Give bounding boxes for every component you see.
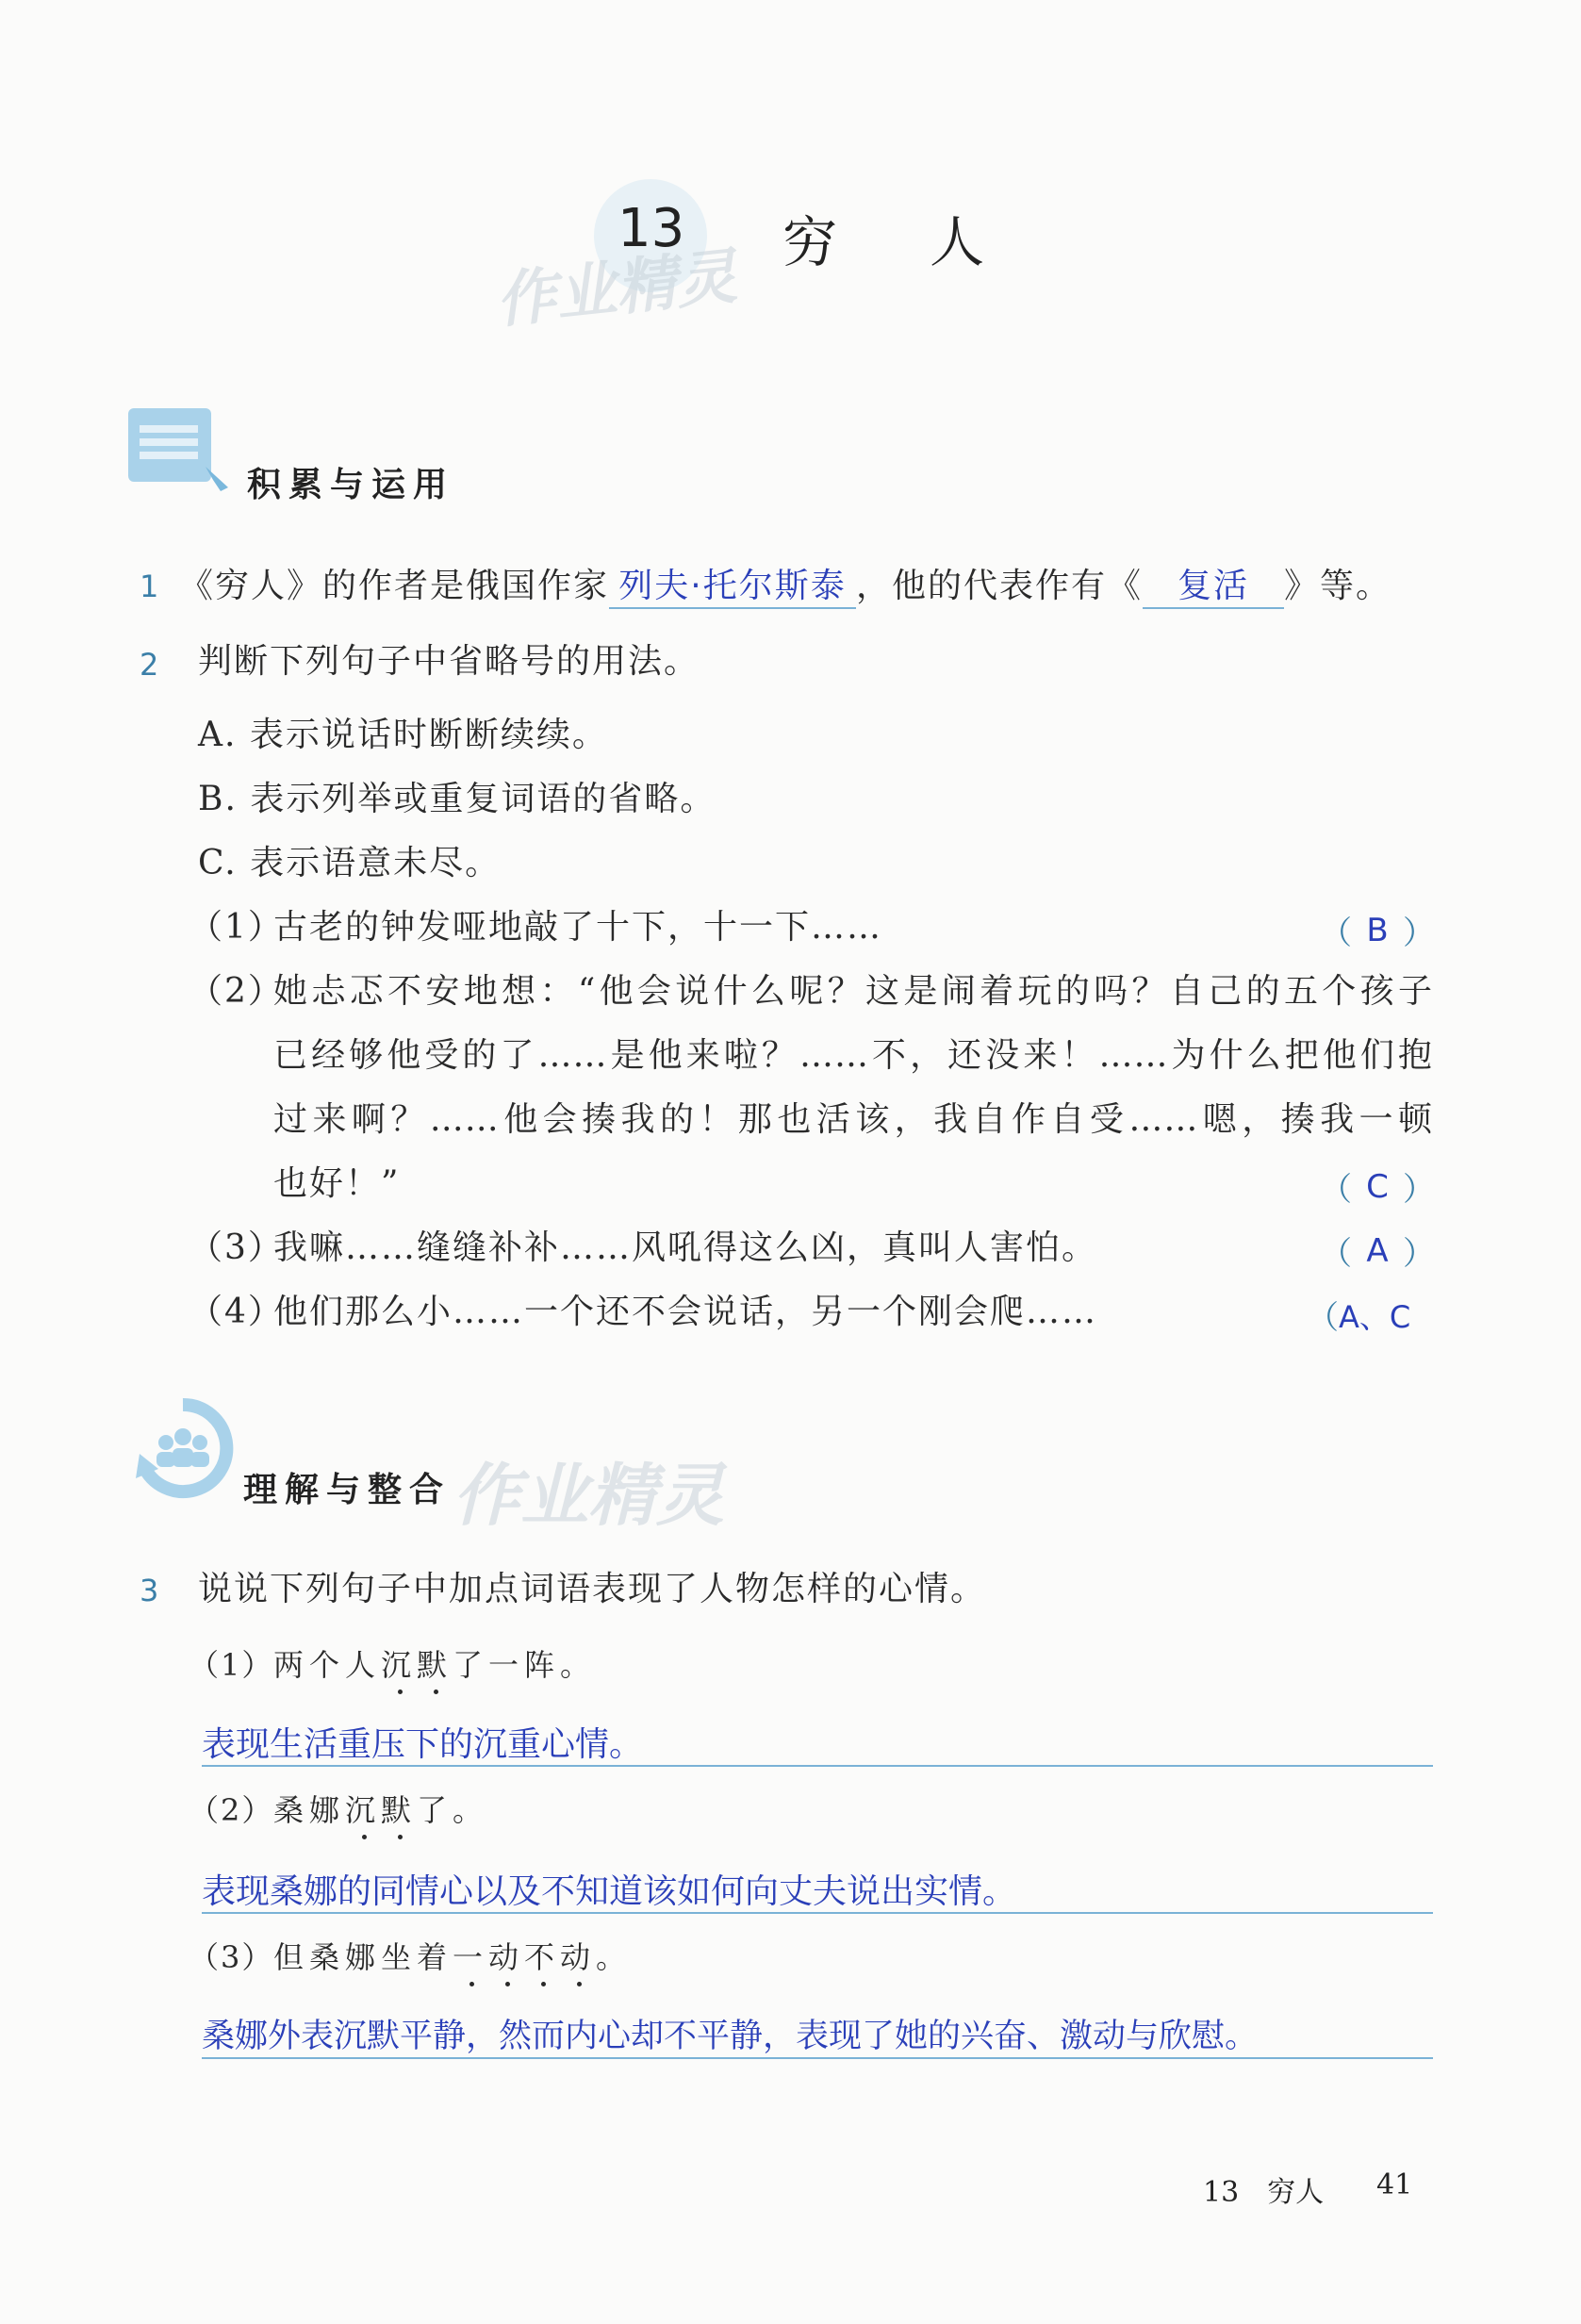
lesson-title: 穷 人 [782, 210, 1004, 274]
q2-item4-label: （4） [189, 1293, 284, 1331]
emphasis-dot [577, 1982, 582, 1986]
watermark-middle: 作业精灵 [453, 1456, 725, 1535]
emphasis-dot [362, 1835, 367, 1839]
q3-item2-label: （2） [189, 1792, 274, 1828]
section-title-understand: 理解与整合 [243, 1470, 452, 1509]
page-number: 41 [1376, 2168, 1413, 2201]
q3-item1-answer-line [202, 1765, 1433, 1767]
q1-text-c: 》等。 [1284, 567, 1392, 605]
q2-item1-label: （1） [189, 908, 284, 947]
q2-option-a: A. 表示说话时断断续续。 [198, 716, 608, 754]
q3-item1-sentence: 两个人沉默了一阵。 [273, 1647, 597, 1683]
q1-line [179, 566, 1392, 609]
q3-item1-label: （1） [189, 1647, 274, 1683]
emphasis-dot [398, 1689, 403, 1694]
q3-item3-label: （3） [189, 1939, 274, 1975]
section-title-accumulate: 积累与运用 [247, 465, 455, 504]
q2-item2-answer: （ C ） [1320, 1167, 1435, 1209]
q3-item2-answer: 表现桑娜的同情心以及不知道该如何向丈夫说出实情。 [202, 1872, 1017, 1911]
emphasis-dot [505, 1982, 510, 1986]
q2-option-c: C. 表示语意未尽。 [198, 844, 502, 882]
q3-item1-answer: 表现生活重压下的沉重心情。 [202, 1725, 644, 1764]
q3-item3-sentence: 但桑娜坐着一动不动。 [273, 1939, 633, 1975]
q2-item4-text: 他们那么小……一个还不会说话，另一个刚会爬…… [273, 1293, 1098, 1331]
q2-item3-answer: （ A ） [1320, 1231, 1435, 1273]
q2-item3-label: （3） [189, 1228, 284, 1267]
emphasis-dot [434, 1689, 438, 1694]
emphasis-dot [541, 1982, 546, 1986]
lesson-number: 13 [618, 198, 685, 259]
q2-item3-text: 我嘛……缝缝补补……风吼得这么凶，真叫人害怕。 [273, 1228, 1098, 1267]
q3-item3-answer-line [202, 2057, 1433, 2059]
q1-text-a: 《穷人》的作者是俄国作家 [179, 567, 610, 605]
q1-author-answer: 列夫·托尔斯泰 [609, 566, 856, 609]
q2-number: 2 [140, 647, 159, 683]
emphasis-dot [398, 1835, 403, 1839]
q1-work-answer: 复活 [1143, 566, 1284, 609]
q3-item2-sentence: 桑娜沉默了。 [273, 1792, 489, 1828]
watermark-top: 作业精灵 [492, 241, 740, 338]
q2-item2-line1: 她忐忑不安地想：“他会说什么呢？这是闹着玩的吗？自己的五个孩子 [273, 972, 1433, 1011]
understand-icon [121, 1395, 245, 1499]
q2-item2-line4: 也好！” [273, 1164, 401, 1203]
q2-item2-label: （2） [189, 972, 284, 1011]
q2-item1-answer: （ B ） [1320, 911, 1435, 952]
q3-number: 3 [140, 1573, 159, 1608]
q2-prompt: 判断下列句子中省略号的用法。 [198, 642, 700, 681]
q1-text-b: ，他的代表作有《 [856, 567, 1144, 605]
q1-number: 1 [140, 569, 159, 604]
q2-item2-line2: 已经够他受的了……是他来啦？……不，还没来！……为什么把他们抱 [273, 1036, 1433, 1075]
emphasis-dot [469, 1982, 474, 1986]
q3-prompt: 说说下列句子中加点词语表现了人物怎样的心情。 [198, 1570, 987, 1608]
q2-option-b: B. 表示列举或重复词语的省略。 [198, 780, 716, 818]
q3-item3-answer: 桑娜外表沉默平静，然而内心却不平静，表现了她的兴奋、激动与欣慰。 [202, 2018, 1259, 2055]
accumulate-icon [123, 401, 236, 504]
q2-item2-line3: 过来啊？……他会揍我的！那也活该，我自作自受……嗯，揍我一顿 [273, 1100, 1433, 1139]
q2-item4-answer: （ A、C [1307, 1298, 1411, 1337]
footer-lesson: 13 穷人 [1203, 2176, 1325, 2209]
q3-item2-answer-line [202, 1912, 1433, 1914]
q2-item1-text: 古老的钟发哑地敲了十下，十一下…… [273, 908, 883, 947]
